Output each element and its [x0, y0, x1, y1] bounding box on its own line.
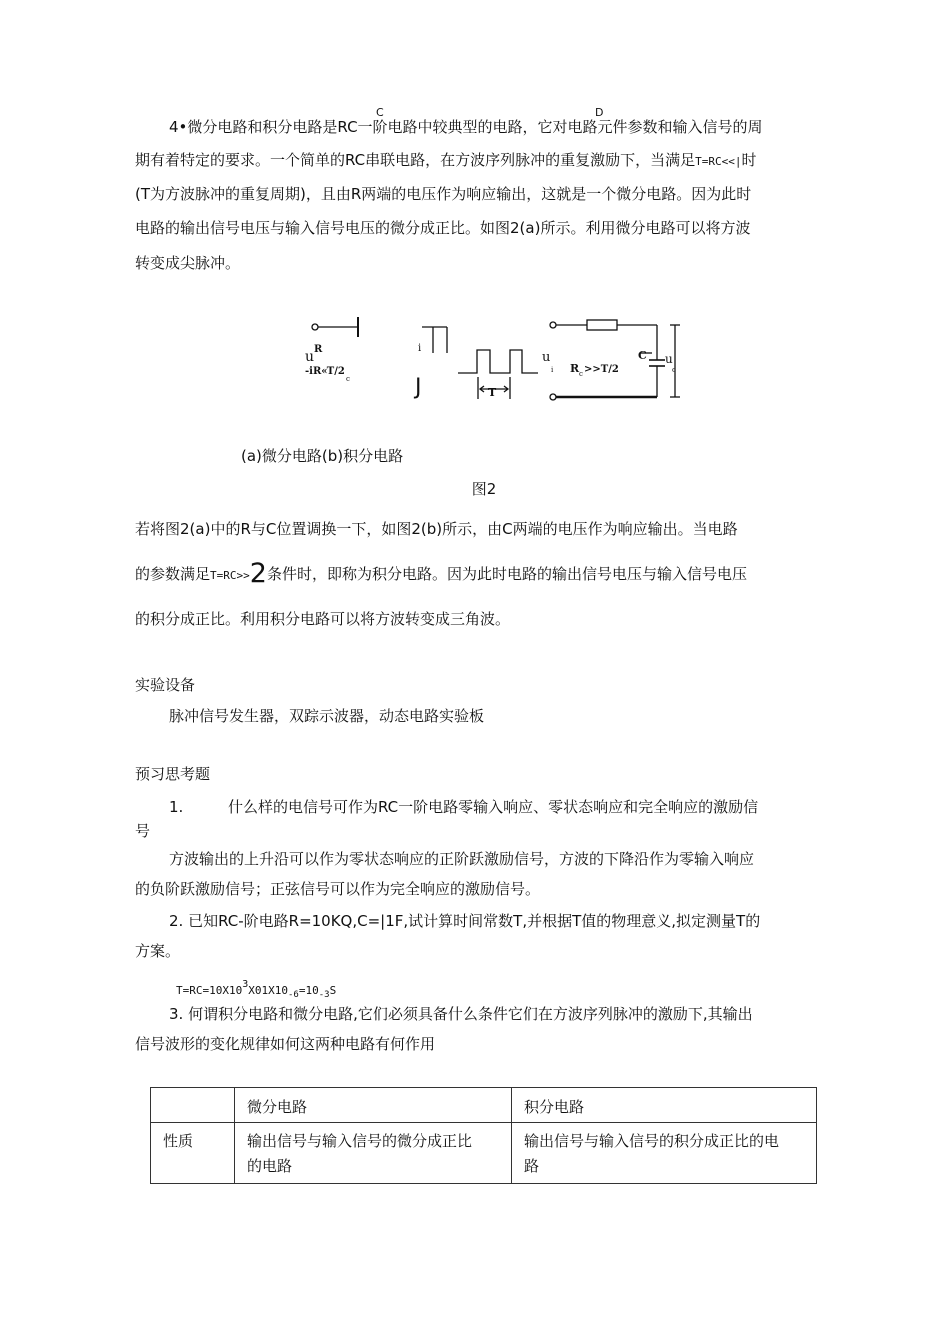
label-uc: u — [665, 352, 673, 366]
table-header-row — [151, 1088, 817, 1123]
label-right-R: R — [570, 362, 580, 375]
cell-differential-nature: 输出信号与输入信号的微分成正比 的电路 — [235, 1123, 512, 1184]
label-right-cond-sub: c — [579, 370, 583, 378]
comparison-table — [150, 1087, 817, 1184]
answer-2-formula: $T=RC=10X103X01X10_{-6}=10_{-3}S$ — [176, 979, 337, 1000]
label-ui-sub: i — [551, 366, 554, 374]
preview-title: 预习思考题 — [135, 765, 211, 783]
label-mid-J: J — [415, 375, 422, 400]
input-terminal-top — [550, 322, 556, 328]
label-period-T: T — [488, 386, 497, 399]
intro-line-4: 电路的输出信号电压与输入信号电压的微分成正比。如图2(a)所示。利用微分电路可以将方波 — [135, 219, 751, 237]
question-2-line-1: 2. 已知RC-阶电路R=10KQ,C=|1F,试计算时间常数T,并根据T值的物理意义,拟定测量T的 — [169, 912, 761, 930]
para2-line-3: 的积分成正比。利用积分电路可以将方波转变成三角波。 — [135, 610, 511, 628]
intro-line-2: 期有着特定的要求。一个简单的RC串联电路，在方波序列脉冲的重复激励下，当满足T=RC<<|时 — [135, 151, 757, 169]
label-uc-sub: c — [672, 366, 676, 374]
question-1-continuation: 号 — [135, 822, 151, 840]
figure-caption: (a)微分电路(b)积分电路 — [241, 447, 404, 465]
input-terminal-bottom — [550, 394, 556, 400]
circuit-diagram-figure — [300, 315, 700, 410]
header-cell-empty — [151, 1088, 235, 1123]
label-left-R: R — [314, 344, 323, 355]
question-3-line-2: 信号波形的变化规律如何这两种电路有何作用 — [135, 1035, 436, 1053]
question-3-line-1: 3. 何谓积分电路和微分电路,它们必须具备什么条件它们在方波序列脉冲的激励下,其输出 — [169, 1005, 753, 1023]
left-terminal-node — [312, 324, 318, 330]
question-2-line-2: 方案。 — [135, 942, 181, 960]
equipment-title: 实验设备 — [135, 676, 196, 694]
label-ui: u — [542, 350, 551, 365]
figure-label: 图2 — [471, 480, 497, 498]
label-left-condition: -iR«T/2 — [305, 366, 345, 377]
square-wave-pulse — [458, 350, 538, 373]
answer-1-line-2: 的负阶跃激励信号；正弦信号可以作为完全响应的激励信号。 — [135, 880, 541, 898]
stray-mark-d: D — [595, 106, 604, 119]
header-cell-differential: 微分电路 — [235, 1088, 512, 1123]
label-capacitor-C: C — [638, 349, 647, 362]
header-cell-integral: 积分电路 — [512, 1088, 817, 1123]
intro-line-5: 转变成尖脉冲。 — [135, 254, 241, 272]
equipment-text: 脉冲信号发生器，双踪示波器，动态电路实验板 — [169, 707, 485, 725]
table-row — [151, 1123, 817, 1184]
resistor-symbol — [587, 320, 617, 330]
para2-line-2: 的参数满足T=RC>>2条件时，即称为积分电路。因为此时电路的输出信号电压与输入信号电压 — [135, 558, 747, 589]
row-label-nature: 性质 — [151, 1123, 235, 1184]
stray-mark-c: C — [376, 106, 384, 119]
cell-integral-nature: 输出信号与输入信号的积分成正比的电 路 — [512, 1123, 817, 1184]
label-right-condition: >>T/2 — [584, 364, 619, 375]
label-mid-i: i — [418, 343, 422, 354]
question-1-text: 什么样的电信号可作为RC一阶电路零输入响应、零状态响应和完全响应的激励信 — [228, 798, 759, 816]
intro-line-3: (T为方波脉冲的重复周期)，且由R两端的电压作为响应输出，这就是一个微分电路。因为此时 — [135, 185, 752, 203]
answer-1-line-1: 方波输出的上升沿可以作为零状态响应的正阶跃激励信号，方波的下降沿作为零输入响应 — [169, 850, 755, 868]
question-1-number: 1. — [169, 798, 184, 816]
intro-line-1: 4•微分电路和积分电路是RC一阶电路中较典型的电路，它对电路元件参数和输入信号的周 — [169, 118, 763, 136]
para2-line-1: 若将图2(a)中的R与C位置调换一下，如图2(b)所示，由C两端的电压作为响应输出。当电路 — [135, 520, 738, 538]
label-left-u: u — [305, 349, 315, 365]
label-left-condition-sub: c — [346, 375, 350, 383]
